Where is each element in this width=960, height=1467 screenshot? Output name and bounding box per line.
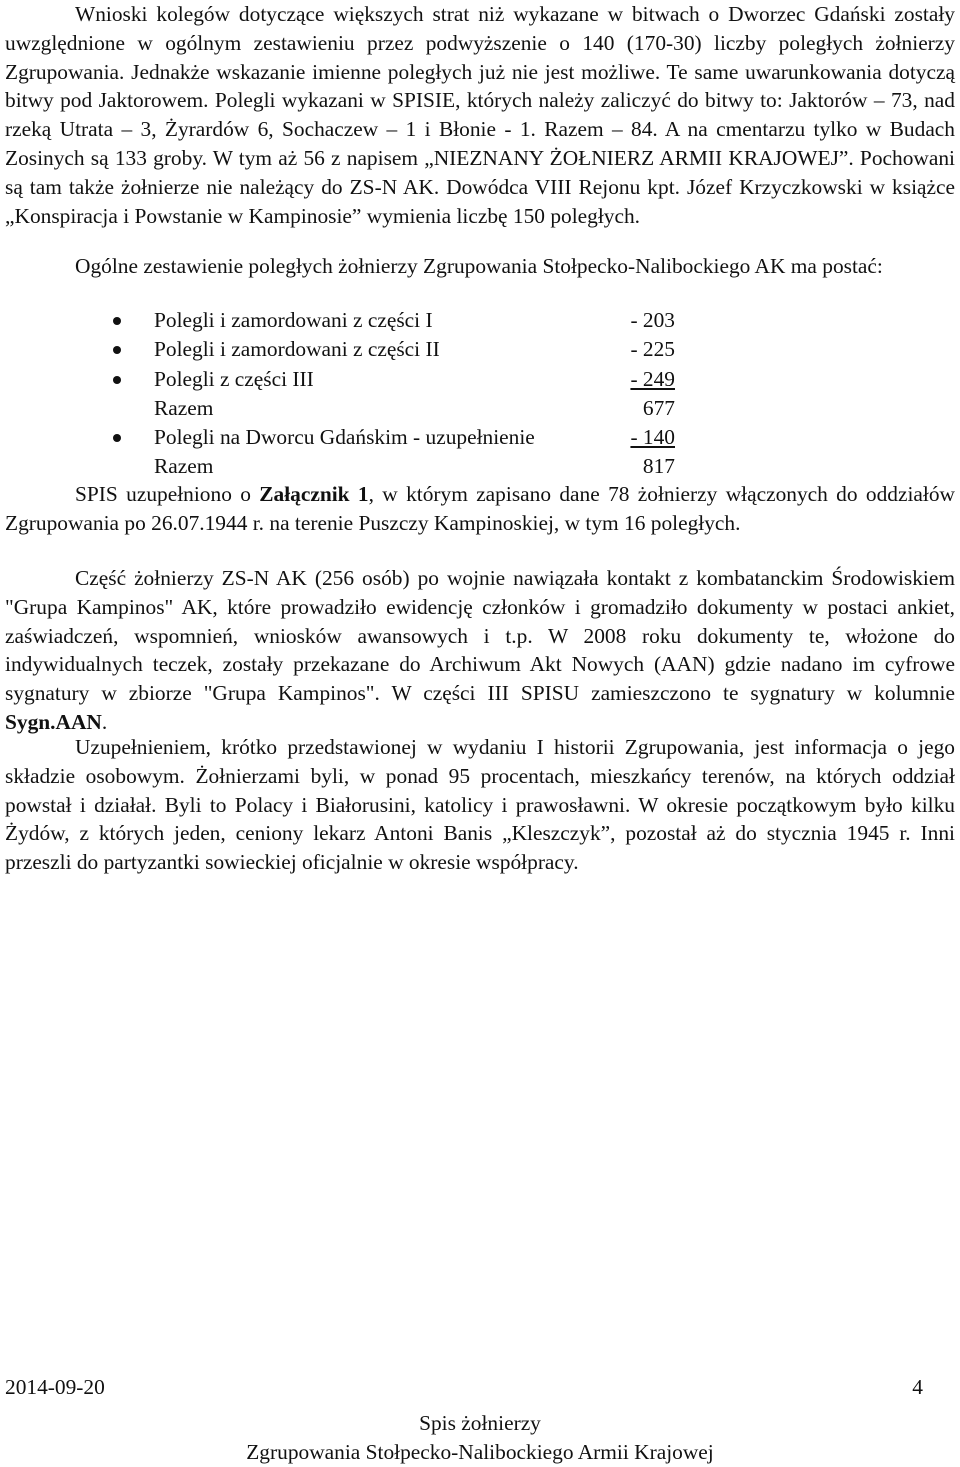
summary-value: - 225 bbox=[630, 337, 675, 362]
bullet-icon bbox=[113, 346, 121, 354]
text-run: SPIS uzupełniono o bbox=[75, 482, 260, 506]
paragraph-attachment bbox=[5, 480, 955, 538]
bullet-icon bbox=[113, 434, 121, 442]
page-number: 4 bbox=[912, 1375, 923, 1399]
summary-total-row bbox=[5, 452, 955, 481]
bullet-icon bbox=[113, 376, 121, 384]
text-run: Część żołnierzy ZS-N AK (256 osób) po wojnie nawiązała kontakt z kombatanckim Środowiskiem "Grupa Kampinos" AK, które prowadziło ewidencję członków i gromadziło dokumenty w postaci ankiet, zaświadczeń, wspomnień, wniosków awansowych i t.p. W 2008 roku dokumenty te, włożone do indywidualnych teczek, zostały przekazane do Archiwum Akt Nowych (AAN) gdzie nadano im cyfrowe sygnatury w zbiorze "Grupa Kampinos". W części III SPISU zamieszczono te sygnatury w kolumnie bbox=[5, 566, 955, 706]
summary-label: Polegli i zamordowani z części II bbox=[154, 337, 440, 362]
summary-label: Polegli z części III bbox=[154, 366, 314, 391]
summary-value: - 203 bbox=[630, 308, 675, 332]
summary-row bbox=[5, 423, 955, 452]
summary-value: 817 bbox=[642, 454, 675, 479]
summary-list bbox=[5, 306, 955, 482]
summary-value: - 249 bbox=[630, 366, 675, 391]
summary-row bbox=[5, 306, 955, 335]
summary-row bbox=[5, 365, 955, 394]
summary-row bbox=[5, 335, 955, 364]
paragraph-summary-intro: Ogólne zestawienie poległych żołnierzy Zgrupowania Stołpecko-Nalibockiego AK ma postać: bbox=[75, 254, 883, 278]
summary-value: - 140 bbox=[630, 425, 675, 450]
summary-value: 677 bbox=[642, 395, 675, 420]
footer-date: 2014-09-20 bbox=[5, 1375, 105, 1399]
summary-label: Razem bbox=[154, 395, 214, 420]
text-run: , w którym zapisano dane 78 żołnierzy włączonych do oddziałów Zgrupowania po 26.07.1944 r. na terenie Puszczy Kampinoskiej, w tym 16 poległych. bbox=[5, 482, 955, 535]
summary-label: Razem bbox=[154, 454, 214, 479]
summary-total-row bbox=[5, 394, 955, 423]
footer-subtitle: Zgrupowania Stołpecko-Nalibockiego Armii Krajowej bbox=[246, 1440, 714, 1464]
summary-label: Polegli i zamordowani z części I bbox=[154, 308, 433, 332]
paragraph-losses: Wnioski kolegów dotyczące większych strat niż wykazane w bitwach o Dworzec Gdański zostały uwzględnione w ogólnym zestawieniu przez podwyższenie o 140 (170-30) liczby poległych żołnierzy Zgrupowania. Jednakże wskazanie imienne poległych już nie jest możliwe. Te same uwarunkowania dotyczą bitwy pod Jaktorowem. Polegli wykazani w SPISIE, których należy zaliczyć do bitwy to: Jaktorów – 73, nad rzeką Utrata – 3, Żyrardów 6, Sochaczew – 1 i Błonie - 1. Razem – 84. A na cmentarzu tylko w Budach Zosinych są 133 groby. W tym aż 56 z napisem „NIEZNANY ŻOŁNIERZ ARMII KRAJOWEJ”. Pochowani są tam także żołnierze nie należący do ZS-N AK. Dowódca VIII Rejonu kpt. Józef Krzyczkowski w książce „Konspiracja i Powstanie w Kampinosie” wymienia liczbę 150 poległych. bbox=[5, 2, 955, 228]
paragraph-archive bbox=[5, 564, 955, 737]
column-name: Sygn.AAN bbox=[5, 709, 102, 734]
text-run: . bbox=[101, 709, 108, 734]
summary-label: Polegli na Dworcu Gdańskim - uzupełnienie bbox=[154, 425, 535, 450]
bullet-icon bbox=[113, 317, 121, 325]
paragraph-composition: Uzupełnieniem, krótko przedstawionej w wydaniu I historii Zgrupowania, jest informacja o jego składzie osobowym. Żołnierzami byli, w ponad 95 procentach, mieszkańcy terenów, na których oddział powstał i działał. Byli to Polacy i Białorusini, katolicy i prawosławni. W okresie początkowym było kilku Żydów, z których jeden, ceniony lekarz Antoni Banis „Kleszczyk”, pozostał aż do stycznia 1945 r. Inni przeszli do partyzantki sowieckiej oficjalnie w okresie współpracy. bbox=[5, 735, 955, 875]
footer-title: Spis żołnierzy bbox=[419, 1411, 541, 1435]
attachment-ref: Załącznik 1 bbox=[259, 482, 369, 506]
